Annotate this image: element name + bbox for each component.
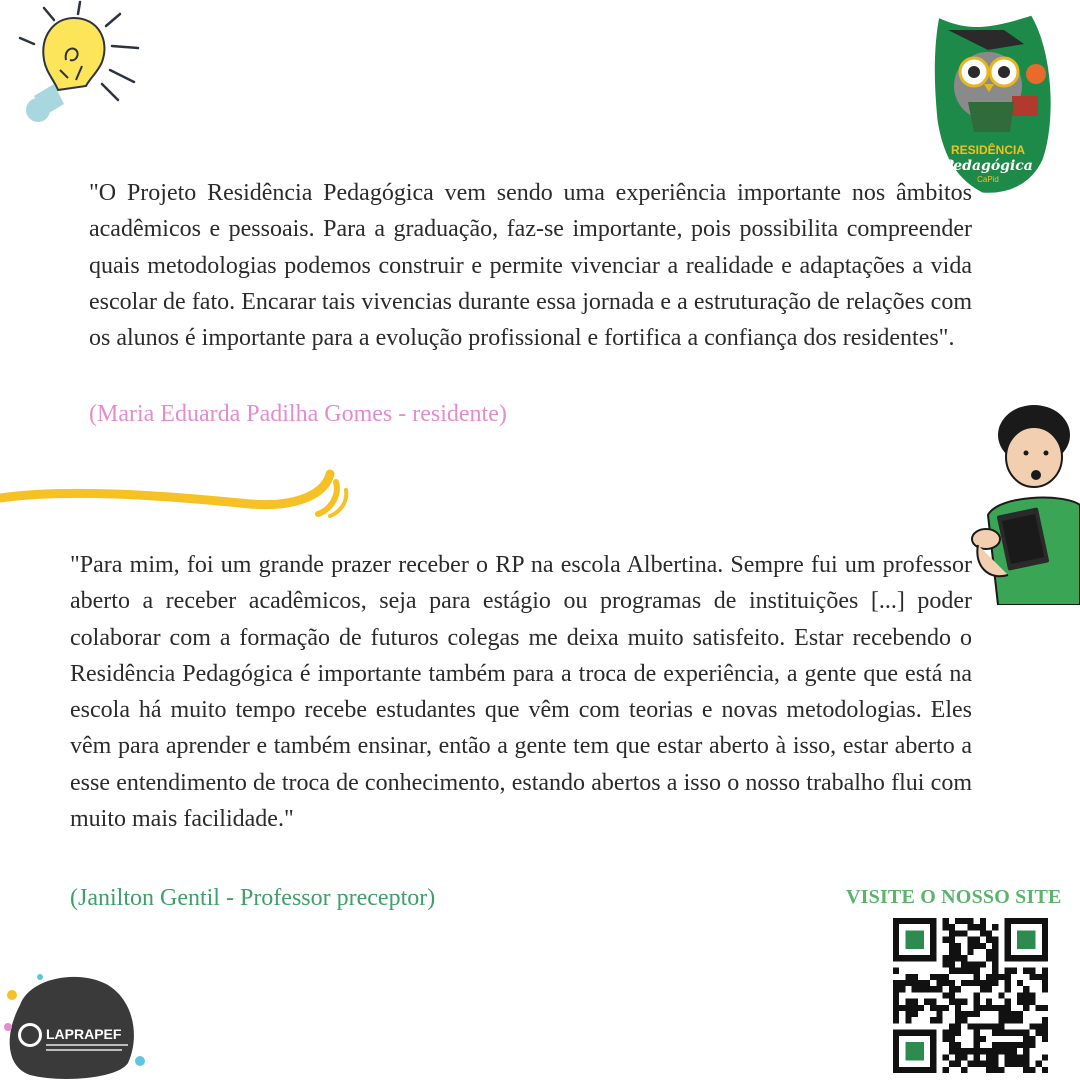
qr-module bbox=[899, 1005, 905, 1011]
owl-graduate-logo bbox=[928, 10, 1060, 200]
qr-module bbox=[992, 924, 998, 930]
qr-module bbox=[974, 924, 980, 930]
qr-module bbox=[930, 974, 936, 980]
qr-module bbox=[955, 1011, 961, 1017]
qr-module bbox=[1029, 1067, 1035, 1073]
qr-module bbox=[967, 1023, 973, 1029]
qr-module bbox=[1042, 1005, 1048, 1011]
qr-module bbox=[930, 1005, 936, 1011]
qr-module bbox=[986, 930, 992, 936]
qr-module bbox=[992, 1048, 998, 1054]
qr-module bbox=[955, 1005, 961, 1011]
qr-module bbox=[955, 918, 961, 924]
qr-module bbox=[949, 955, 955, 961]
qr-module bbox=[986, 1048, 992, 1054]
qr-module bbox=[949, 949, 955, 955]
qr-module bbox=[1023, 1061, 1029, 1067]
qr-module bbox=[992, 961, 998, 967]
qr-module bbox=[899, 986, 905, 992]
qr-module bbox=[1017, 1030, 1023, 1036]
svg-text:CaPid: CaPid bbox=[977, 175, 999, 184]
qr-module bbox=[1011, 968, 1017, 974]
qr-module bbox=[1036, 1030, 1042, 1036]
qr-module bbox=[943, 924, 949, 930]
qr-module bbox=[980, 1036, 986, 1042]
qr-module bbox=[992, 1023, 998, 1029]
qr-module bbox=[992, 968, 998, 974]
qr-module bbox=[955, 1054, 961, 1060]
qr-module bbox=[912, 974, 918, 980]
qr-module bbox=[912, 980, 918, 986]
qr-module bbox=[905, 1011, 911, 1017]
qr-module bbox=[967, 949, 973, 955]
qr-module bbox=[1017, 980, 1023, 986]
qr-module bbox=[893, 999, 899, 1005]
qr-module bbox=[974, 937, 980, 943]
qr-module bbox=[1029, 992, 1035, 998]
qr-module bbox=[980, 1023, 986, 1029]
qr-module bbox=[1005, 1030, 1011, 1036]
qr-module bbox=[980, 943, 986, 949]
qr-module bbox=[924, 980, 930, 986]
qr-module bbox=[967, 918, 973, 924]
qr-module bbox=[986, 980, 992, 986]
qr-module bbox=[1029, 1023, 1035, 1029]
qr-module bbox=[955, 999, 961, 1005]
qr-module bbox=[1017, 1042, 1023, 1048]
qr-module bbox=[1011, 1017, 1017, 1023]
qr-module bbox=[986, 1023, 992, 1029]
qr-module bbox=[1005, 1042, 1011, 1048]
qr-module bbox=[1011, 1042, 1017, 1048]
qr-module bbox=[949, 930, 955, 936]
qr-module bbox=[949, 1036, 955, 1042]
qr-module bbox=[949, 1061, 955, 1067]
qr-module bbox=[955, 955, 961, 961]
qr-module bbox=[943, 1030, 949, 1036]
qr-module bbox=[992, 1042, 998, 1048]
qr-module bbox=[949, 1030, 955, 1036]
qr-module bbox=[961, 999, 967, 1005]
lightbulb-icon bbox=[14, 0, 146, 130]
qr-module bbox=[1029, 968, 1035, 974]
qr-module bbox=[1042, 1017, 1048, 1023]
qr-module bbox=[974, 1023, 980, 1029]
qr-module bbox=[1036, 1061, 1042, 1067]
qr-module bbox=[943, 992, 949, 998]
qr-module bbox=[949, 999, 955, 1005]
qr-module bbox=[974, 1048, 980, 1054]
qr-module bbox=[1023, 1054, 1029, 1060]
qr-module bbox=[930, 999, 936, 1005]
qr-module bbox=[1023, 968, 1029, 974]
qr-module bbox=[967, 968, 973, 974]
qr-module bbox=[974, 992, 980, 998]
qr-module bbox=[943, 1005, 949, 1011]
qr-module bbox=[943, 1036, 949, 1042]
qr-module bbox=[955, 1061, 961, 1067]
qr-module bbox=[1005, 999, 1011, 1005]
credit-professor: (Janilton Gentil - Professor preceptor) bbox=[70, 885, 436, 911]
qr-module bbox=[1023, 999, 1029, 1005]
qr-module bbox=[998, 1030, 1004, 1036]
svg-text:Pedagógica: Pedagógica bbox=[943, 158, 1033, 174]
qr-module bbox=[1005, 1011, 1011, 1017]
qr-module bbox=[912, 1011, 918, 1017]
quote-residente: "O Projeto Residência Pedagógica vem sendo uma experiência importante nos âmbitos acadêmicos e pessoais. Para a graduação, faz-se importante, pois possibilita compreender quais metodologias podemos construir e permite vivenciar a realidade e adaptações a vida escolar de fato. Encarar tais vivencias durante essa jornada e a estruturação de relações com os alunos é importante para a evolução profissional e fortifica a confiança dos residentes". bbox=[89, 180, 972, 352]
qr-module bbox=[974, 943, 980, 949]
qr-module bbox=[1023, 1005, 1029, 1011]
qr-module bbox=[992, 949, 998, 955]
qr-module bbox=[1005, 968, 1011, 974]
qr-module bbox=[998, 1048, 1004, 1054]
qr-module bbox=[1029, 1036, 1035, 1042]
laprapef-logo-text: LAPRAPEF bbox=[46, 1026, 122, 1042]
qr-module bbox=[974, 1054, 980, 1060]
qr-module bbox=[943, 937, 949, 943]
qr-module bbox=[943, 1067, 949, 1073]
qr-module bbox=[961, 1067, 967, 1073]
qr-module bbox=[1029, 974, 1035, 980]
qr-module bbox=[986, 1005, 992, 1011]
qr-module bbox=[1042, 968, 1048, 974]
qr-module bbox=[974, 1042, 980, 1048]
qr-module bbox=[998, 974, 1004, 980]
qr-module bbox=[986, 974, 992, 980]
qr-module bbox=[936, 1011, 942, 1017]
qr-module bbox=[1005, 974, 1011, 980]
quote-professor: "Para mim, foi um grande prazer receber o RP na escola Albertina. Sempre fui um professor aberto a receber acadêmicos, seja para estágio ou programas de instituições [...] poder colaborar com a formação de futuros colegas me deixa muito satisfeito. Estar recebendo o Residência Pedagógica é importante também para a troca de experiência, a gente que está na escola há muito tempo recebe estudantes que vêm com teorias e novas metodologias. Eles vêm para aprender e também ensinar, então a gente tem que estar aberto à isso, estar aberto a esse entendimento de troca de conhecimento, estando abertos a isso o nosso trabalho flui com muito mais facilidade." bbox=[70, 552, 972, 833]
qr-module bbox=[967, 980, 973, 986]
qr-module bbox=[1011, 1054, 1017, 1060]
qr-module bbox=[912, 999, 918, 1005]
qr-module bbox=[961, 1054, 967, 1060]
qr-module bbox=[1005, 980, 1011, 986]
qr-module bbox=[1011, 1030, 1017, 1036]
qr-module bbox=[893, 980, 899, 986]
qr-module bbox=[955, 1017, 961, 1023]
qr-module bbox=[955, 949, 961, 955]
qr-module bbox=[961, 961, 967, 967]
qr-module bbox=[893, 986, 899, 992]
qr-module bbox=[998, 1005, 1004, 1011]
qr-module bbox=[1042, 1054, 1048, 1060]
qr-module bbox=[1036, 1005, 1042, 1011]
qr-module bbox=[1042, 1036, 1048, 1042]
qr-module bbox=[980, 918, 986, 924]
qr-module bbox=[955, 968, 961, 974]
qr-module bbox=[918, 986, 924, 992]
qr-module bbox=[1011, 1011, 1017, 1017]
qr-module bbox=[1017, 1061, 1023, 1067]
qr-module bbox=[936, 974, 942, 980]
qr-module bbox=[961, 918, 967, 924]
qr-module bbox=[986, 949, 992, 955]
laprapef-logo bbox=[0, 965, 150, 1080]
qr-module bbox=[992, 955, 998, 961]
qr-module bbox=[980, 924, 986, 930]
qr-module bbox=[992, 1030, 998, 1036]
qr-module bbox=[967, 961, 973, 967]
svg-text:RESIDÊNCIA: RESIDÊNCIA bbox=[950, 143, 1026, 157]
qr-module bbox=[974, 980, 980, 986]
qr-module bbox=[992, 1061, 998, 1067]
qr-module bbox=[961, 1017, 967, 1023]
qr-module bbox=[912, 1005, 918, 1011]
qr-module bbox=[986, 955, 992, 961]
qr-module bbox=[1023, 1036, 1029, 1042]
qr-module bbox=[949, 937, 955, 943]
qr-module bbox=[974, 1030, 980, 1036]
qr-module bbox=[1042, 1023, 1048, 1029]
qr-module bbox=[955, 1023, 961, 1029]
qr-module bbox=[974, 999, 980, 1005]
qr-module bbox=[1005, 1017, 1011, 1023]
qr-module bbox=[949, 1042, 955, 1048]
qr-module bbox=[992, 943, 998, 949]
qr-module bbox=[1005, 986, 1011, 992]
qr-module bbox=[949, 943, 955, 949]
qr-module bbox=[1017, 1017, 1023, 1023]
qr-module bbox=[992, 1054, 998, 1060]
qr-module bbox=[949, 980, 955, 986]
qr-module bbox=[943, 955, 949, 961]
qr-module bbox=[943, 980, 949, 986]
credit-residente: (Maria Eduarda Padilha Gomes - residente) bbox=[89, 401, 507, 427]
qr-module bbox=[992, 980, 998, 986]
qr-module bbox=[905, 999, 911, 1005]
qr-module bbox=[974, 1036, 980, 1042]
qr-module bbox=[949, 986, 955, 992]
qr-module bbox=[986, 937, 992, 943]
qr-module bbox=[961, 980, 967, 986]
qr-module bbox=[893, 992, 899, 998]
qr-module bbox=[930, 1017, 936, 1023]
qr-module bbox=[936, 1005, 942, 1011]
qr-module bbox=[949, 968, 955, 974]
qr-module bbox=[998, 1017, 1004, 1023]
qr-module bbox=[955, 1048, 961, 1054]
qr-module bbox=[980, 986, 986, 992]
qr-module bbox=[998, 1067, 1004, 1073]
qr-module bbox=[980, 961, 986, 967]
visit-site-label: VISITE O NOSSO SITE bbox=[846, 886, 1062, 908]
qr-module bbox=[974, 961, 980, 967]
qr-module bbox=[943, 961, 949, 967]
qr-module bbox=[967, 1061, 973, 1067]
qr-module bbox=[1023, 992, 1029, 998]
qr-module bbox=[967, 1048, 973, 1054]
qr-module bbox=[1023, 1030, 1029, 1036]
qr-module bbox=[893, 1017, 899, 1023]
qr-module bbox=[943, 918, 949, 924]
qr-code-icon[interactable] bbox=[893, 918, 1048, 1073]
qr-module bbox=[1005, 1061, 1011, 1067]
qr-module bbox=[1023, 1048, 1029, 1054]
qr-module bbox=[1042, 986, 1048, 992]
qr-module bbox=[974, 1005, 980, 1011]
qr-module bbox=[992, 974, 998, 980]
qr-module bbox=[955, 986, 961, 992]
qr-module bbox=[912, 986, 918, 992]
qr-module bbox=[955, 1030, 961, 1036]
qr-module bbox=[992, 937, 998, 943]
qr-module bbox=[930, 986, 936, 992]
qr-module bbox=[1042, 1030, 1048, 1036]
qr-module bbox=[967, 1011, 973, 1017]
qr-module bbox=[986, 1054, 992, 1060]
qr-module bbox=[955, 930, 961, 936]
qr-module bbox=[998, 992, 1004, 998]
qr-module bbox=[974, 974, 980, 980]
qr-module bbox=[905, 974, 911, 980]
qr-module bbox=[918, 980, 924, 986]
qr-module bbox=[905, 980, 911, 986]
qr-module bbox=[918, 1005, 924, 1011]
qr-module bbox=[924, 986, 930, 992]
qr-module bbox=[949, 924, 955, 930]
qr-module bbox=[967, 924, 973, 930]
qr-module bbox=[1023, 1067, 1029, 1073]
qr-module bbox=[974, 968, 980, 974]
qr-module bbox=[905, 1005, 911, 1011]
qr-module bbox=[905, 1017, 911, 1023]
qr-module bbox=[992, 1067, 998, 1073]
qr-module bbox=[949, 1048, 955, 1054]
qr-module bbox=[980, 930, 986, 936]
qr-module bbox=[974, 1011, 980, 1017]
qr-module bbox=[1042, 1067, 1048, 1073]
qr-module bbox=[955, 943, 961, 949]
qr-module bbox=[961, 930, 967, 936]
qr-module bbox=[1029, 999, 1035, 1005]
qr-module bbox=[980, 1048, 986, 1054]
qr-module bbox=[1017, 1011, 1023, 1017]
qr-module bbox=[1042, 974, 1048, 980]
qr-module bbox=[961, 1011, 967, 1017]
qr-module bbox=[1017, 992, 1023, 998]
qr-module bbox=[893, 968, 899, 974]
qr-module bbox=[955, 1042, 961, 1048]
qr-module bbox=[986, 986, 992, 992]
qr-module bbox=[1011, 1048, 1017, 1054]
qr-module bbox=[936, 986, 942, 992]
qr-module bbox=[980, 980, 986, 986]
qr-module bbox=[936, 980, 942, 986]
teacher-whistle-illustration bbox=[968, 405, 1080, 605]
qr-module bbox=[961, 968, 967, 974]
qr-module bbox=[1005, 1054, 1011, 1060]
qr-module bbox=[943, 1054, 949, 1060]
qr-module bbox=[1017, 999, 1023, 1005]
qr-module bbox=[899, 980, 905, 986]
qr-module bbox=[1005, 1048, 1011, 1054]
qr-module bbox=[961, 1048, 967, 1054]
qr-module bbox=[893, 1011, 899, 1017]
qr-module bbox=[1011, 1061, 1017, 1067]
qr-module bbox=[998, 1042, 1004, 1048]
qr-module bbox=[949, 961, 955, 967]
qr-module bbox=[893, 1005, 899, 1011]
qr-module bbox=[1023, 1042, 1029, 1048]
qr-module bbox=[1036, 1023, 1042, 1029]
qr-module bbox=[943, 974, 949, 980]
qr-module bbox=[998, 1011, 1004, 1017]
qr-module bbox=[980, 1061, 986, 1067]
qr-module bbox=[986, 1067, 992, 1073]
qr-module bbox=[974, 1061, 980, 1067]
qr-module bbox=[986, 1061, 992, 1067]
qr-module bbox=[1042, 980, 1048, 986]
qr-module bbox=[924, 999, 930, 1005]
qr-module bbox=[1029, 1042, 1035, 1048]
qr-module bbox=[1005, 1005, 1011, 1011]
qr-module bbox=[949, 992, 955, 998]
qr-module bbox=[967, 937, 973, 943]
qr-module bbox=[986, 999, 992, 1005]
qr-module bbox=[980, 1005, 986, 1011]
qr-module bbox=[1036, 974, 1042, 980]
qr-module bbox=[967, 943, 973, 949]
qr-module bbox=[1023, 986, 1029, 992]
yellow-swoosh-decoration bbox=[0, 462, 355, 522]
qr-module bbox=[1017, 1054, 1023, 1060]
qr-module bbox=[949, 1023, 955, 1029]
qr-module bbox=[936, 1017, 942, 1023]
qr-module bbox=[998, 1023, 1004, 1029]
qr-module bbox=[961, 955, 967, 961]
qr-module bbox=[992, 1005, 998, 1011]
